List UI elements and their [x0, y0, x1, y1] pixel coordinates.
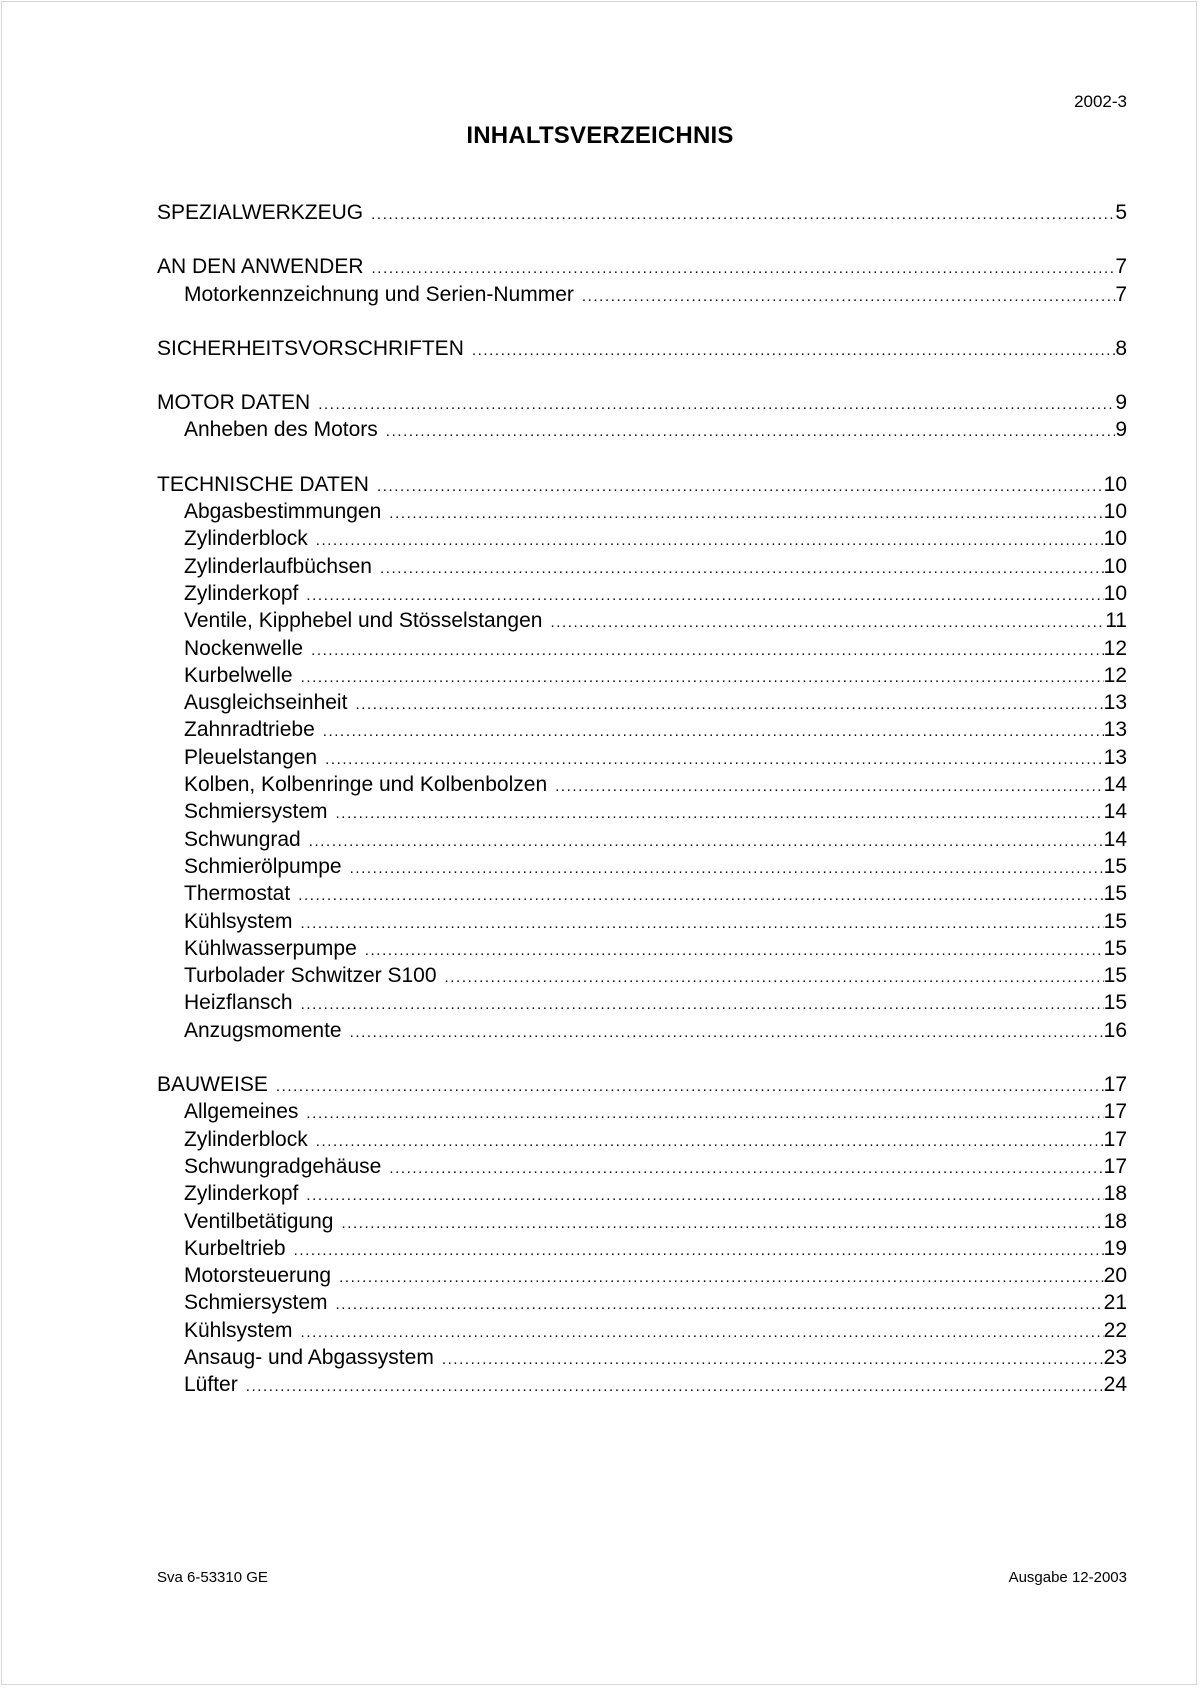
toc-section: [157, 389, 1127, 444]
toc-entry-page: 14: [1103, 773, 1127, 797]
toc-entry-page: 10: [1103, 500, 1127, 524]
toc-entry-page: 12: [1103, 636, 1127, 660]
toc-leader-dots: [372, 255, 1116, 280]
toc-leader-dots: [306, 1100, 1103, 1125]
toc-leader-dots: [306, 1182, 1103, 1207]
toc-entry-label: Ansaug- und Abgassystem: [184, 1345, 434, 1369]
toc-leader-dots: [445, 964, 1104, 989]
toc-entry-page: 9: [1115, 418, 1127, 442]
toc-entry-page: 15: [1103, 991, 1127, 1015]
toc-sub-entry[interactable]: [157, 880, 1127, 907]
toc-entry-label: AN DEN ANWENDER: [157, 255, 364, 279]
toc-sub-entry[interactable]: [157, 908, 1127, 935]
toc-sub-entry[interactable]: [157, 281, 1127, 308]
toc-sub-entry[interactable]: [157, 1235, 1127, 1262]
toc-entry-page: 17: [1103, 1127, 1127, 1151]
toc-sub-entry[interactable]: [157, 1126, 1127, 1153]
toc-entry-label: Ventilbetätigung: [184, 1209, 334, 1233]
toc-entry-label: Zylinderkopf: [184, 581, 299, 605]
toc-entry-page: 10: [1103, 581, 1127, 605]
toc-leader-dots: [472, 337, 1115, 362]
toc-entry-page: 15: [1103, 854, 1127, 878]
toc-heading-entry[interactable]: [157, 253, 1127, 280]
toc-leader-dots: [339, 1264, 1104, 1289]
toc-entry-label: Turbolader Schwitzer S100: [184, 964, 437, 988]
toc-entry-label: Kühlwasserpumpe: [184, 936, 357, 960]
toc-sub-entry[interactable]: [157, 607, 1127, 634]
toc-sub-entry[interactable]: [157, 689, 1127, 716]
toc-entry-label: Allgemeines: [184, 1100, 299, 1124]
toc-sub-entry[interactable]: [157, 525, 1127, 552]
toc-heading-entry[interactable]: [157, 389, 1127, 416]
toc-entry-page: 24: [1103, 1373, 1127, 1397]
toc-leader-dots: [336, 1291, 1104, 1316]
toc-sub-entry[interactable]: [157, 1262, 1127, 1289]
toc-leader-dots: [298, 882, 1103, 907]
toc-entry-label: Schmierölpumpe: [184, 854, 342, 878]
toc-entry-label: BAUWEISE: [157, 1073, 268, 1097]
toc-entry-page: 19: [1103, 1236, 1127, 1260]
toc-entry-label: Motorsteuerung: [184, 1264, 332, 1288]
toc-entry-page: 13: [1103, 745, 1127, 769]
toc-entry-page: 17: [1103, 1154, 1127, 1178]
toc-entry-label: Nockenwelle: [184, 636, 304, 660]
toc-entry-label: Schwungradgehäuse: [184, 1154, 382, 1178]
toc-entry-page: 13: [1103, 718, 1127, 742]
toc-sub-entry[interactable]: [157, 989, 1127, 1016]
footer-edition: Ausgabe 12-2003: [1008, 1569, 1127, 1586]
toc-entry-page: 8: [1115, 336, 1127, 360]
toc-sub-entry[interactable]: [157, 744, 1127, 771]
toc-entry-label: Schmiersystem: [184, 800, 328, 824]
toc-sub-entry[interactable]: [157, 716, 1127, 743]
toc-sub-entry[interactable]: [157, 1371, 1127, 1398]
toc-entry-page: 10: [1103, 554, 1127, 578]
toc-entry-page: 14: [1103, 800, 1127, 824]
toc-section: [157, 1071, 1127, 1399]
toc-sub-entry[interactable]: [157, 1317, 1127, 1344]
toc-leader-dots: [316, 527, 1104, 552]
toc-entry-page: 15: [1103, 909, 1127, 933]
toc-sub-entry[interactable]: [157, 1153, 1127, 1180]
toc-leader-dots: [276, 1073, 1104, 1098]
toc-entry-page: 14: [1103, 827, 1127, 851]
toc-entry-page: 7: [1115, 282, 1127, 306]
toc-entry-page: 17: [1103, 1100, 1127, 1124]
toc-sub-entry[interactable]: [157, 662, 1127, 689]
toc-entry-label: Abgasbestimmungen: [184, 500, 382, 524]
toc-sub-entry[interactable]: [157, 962, 1127, 989]
toc-leader-dots: [311, 637, 1104, 662]
toc-entry-label: Kühlsystem: [184, 1318, 293, 1342]
toc-leader-dots: [582, 283, 1115, 308]
toc-entry-label: Ausgleichseinheit: [184, 691, 348, 715]
toc-entry-page: 15: [1103, 882, 1127, 906]
toc-leader-dots: [550, 609, 1105, 634]
toc-leader-dots: [365, 937, 1104, 962]
toc-entry-label: Kolben, Kolbenringe und Kolbenbolzen: [184, 773, 548, 797]
toc-section: [157, 199, 1127, 226]
toc-section: [157, 335, 1127, 362]
toc-entry-label: Zylinderlaufbüchsen: [184, 554, 372, 578]
page-number: 2002-3: [1074, 92, 1127, 111]
toc-heading-entry[interactable]: [157, 1071, 1127, 1098]
toc-entry-page: 10: [1103, 527, 1127, 551]
toc-leader-dots: [301, 991, 1104, 1016]
footer-document-id: Sva 6-53310 GE: [157, 1569, 268, 1586]
page-title: INHALTSVERZEICHNIS: [466, 122, 734, 149]
toc-entry-label: Pleuelstangen: [184, 745, 318, 769]
toc-entry-label: SICHERHEITSVORSCHRIFTEN: [157, 336, 464, 360]
toc-entry-label: Lüfter: [184, 1373, 238, 1397]
toc-sub-entry[interactable]: [157, 1289, 1127, 1316]
toc-heading-entry[interactable]: [157, 199, 1127, 226]
toc-leader-dots: [336, 800, 1104, 825]
toc-heading-entry[interactable]: [157, 335, 1127, 362]
toc-section: [157, 471, 1127, 1044]
toc-entry-page: 23: [1103, 1345, 1127, 1369]
toc-sub-entry[interactable]: [157, 1098, 1127, 1125]
toc-entry-page: 17: [1103, 1073, 1127, 1097]
toc-entry-page: 11: [1105, 609, 1127, 633]
toc-entry-label: Zylinderkopf: [184, 1182, 299, 1206]
toc-entry-page: 10: [1103, 472, 1127, 496]
toc-leader-dots: [301, 664, 1104, 689]
toc-entry-page: 18: [1103, 1209, 1127, 1233]
toc-entry-label: SPEZIALWERKZEUG: [157, 201, 364, 224]
toc-entry-label: Kurbeltrieb: [184, 1236, 286, 1260]
toc-leader-dots: [371, 201, 1115, 226]
toc-entry-label: Kühlsystem: [184, 909, 293, 933]
toc-entry-label: Schmiersystem: [184, 1291, 328, 1315]
toc-sub-entry[interactable]: [157, 553, 1127, 580]
toc-leader-dots: [316, 1128, 1104, 1153]
toc-leader-dots: [325, 746, 1104, 771]
toc-leader-dots: [301, 910, 1104, 935]
toc-leader-dots: [389, 1155, 1103, 1180]
toc-entry-label: TECHNISCHE DATEN: [157, 472, 369, 496]
toc-entry-label: Schwungrad: [184, 827, 301, 851]
toc-entry-page: 18: [1103, 1182, 1127, 1206]
toc-entry-label: Motorkennzeichnung und Serien-Nummer: [184, 282, 574, 306]
toc-entry-page: 16: [1103, 1018, 1127, 1042]
toc-sub-entry[interactable]: [157, 635, 1127, 662]
toc-leader-dots: [306, 582, 1103, 607]
toc-leader-dots: [377, 473, 1104, 498]
toc-entry-label: Anheben des Motors: [184, 418, 378, 442]
toc-leader-dots: [350, 855, 1104, 880]
toc-entry-page: 15: [1103, 936, 1127, 960]
toc-entry-page: 7: [1115, 255, 1127, 279]
toc-entry-page: 20: [1103, 1264, 1127, 1288]
toc-sub-entry[interactable]: [157, 1180, 1127, 1207]
toc-sub-entry[interactable]: [157, 798, 1127, 825]
toc-leader-dots: [309, 828, 1104, 853]
toc-leader-dots: [355, 691, 1103, 716]
toc-leader-dots: [389, 500, 1103, 525]
toc-sub-entry[interactable]: [157, 580, 1127, 607]
toc-leader-dots: [555, 773, 1104, 798]
toc-sub-entry[interactable]: [157, 498, 1127, 525]
toc-entry-page: 5: [1115, 201, 1127, 224]
toc-entry-label: Thermostat: [184, 882, 291, 906]
toc-entry-label: Ventile, Kipphebel und Stösselstangen: [184, 609, 543, 633]
toc-leader-dots: [350, 1019, 1104, 1044]
toc-entry-label: Kurbelwelle: [184, 663, 293, 687]
toc-entry-page: 13: [1103, 691, 1127, 715]
toc-leader-dots: [380, 555, 1104, 580]
toc-entry-page: 15: [1103, 964, 1127, 988]
toc-entry-label: Heizflansch: [184, 991, 293, 1015]
toc-leader-dots: [323, 718, 1104, 743]
toc-leader-dots: [341, 1210, 1103, 1235]
table-of-contents: [157, 199, 1127, 1426]
toc-leader-dots: [442, 1346, 1104, 1371]
toc-sub-entry[interactable]: [157, 935, 1127, 962]
toc-leader-dots: [246, 1373, 1104, 1398]
toc-sub-entry[interactable]: [157, 1017, 1127, 1044]
toc-leader-dots: [318, 391, 1115, 416]
toc-entry-label: Zylinderblock: [184, 527, 308, 551]
toc-leader-dots: [386, 418, 1116, 443]
toc-sub-entry[interactable]: [157, 1344, 1127, 1371]
toc-sub-entry[interactable]: [157, 826, 1127, 853]
toc-sub-entry[interactable]: [157, 853, 1127, 880]
toc-entry-label: Zahnradtriebe: [184, 718, 315, 742]
toc-heading-entry[interactable]: [157, 471, 1127, 498]
toc-entry-page: 12: [1103, 663, 1127, 687]
toc-entry-label: MOTOR DATEN: [157, 391, 311, 415]
toc-leader-dots: [294, 1237, 1104, 1262]
toc-entry-label: Anzugsmomente: [184, 1018, 342, 1042]
toc-sub-entry[interactable]: [157, 771, 1127, 798]
toc-entry-page: 9: [1115, 391, 1127, 415]
toc-sub-entry[interactable]: [157, 1208, 1127, 1235]
toc-entry-page: 22: [1103, 1318, 1127, 1342]
toc-leader-dots: [301, 1319, 1104, 1344]
toc-entry-page: 21: [1103, 1291, 1127, 1315]
toc-entry-label: Zylinderblock: [184, 1127, 308, 1151]
toc-sub-entry[interactable]: [157, 416, 1127, 443]
toc-section: [157, 253, 1127, 308]
